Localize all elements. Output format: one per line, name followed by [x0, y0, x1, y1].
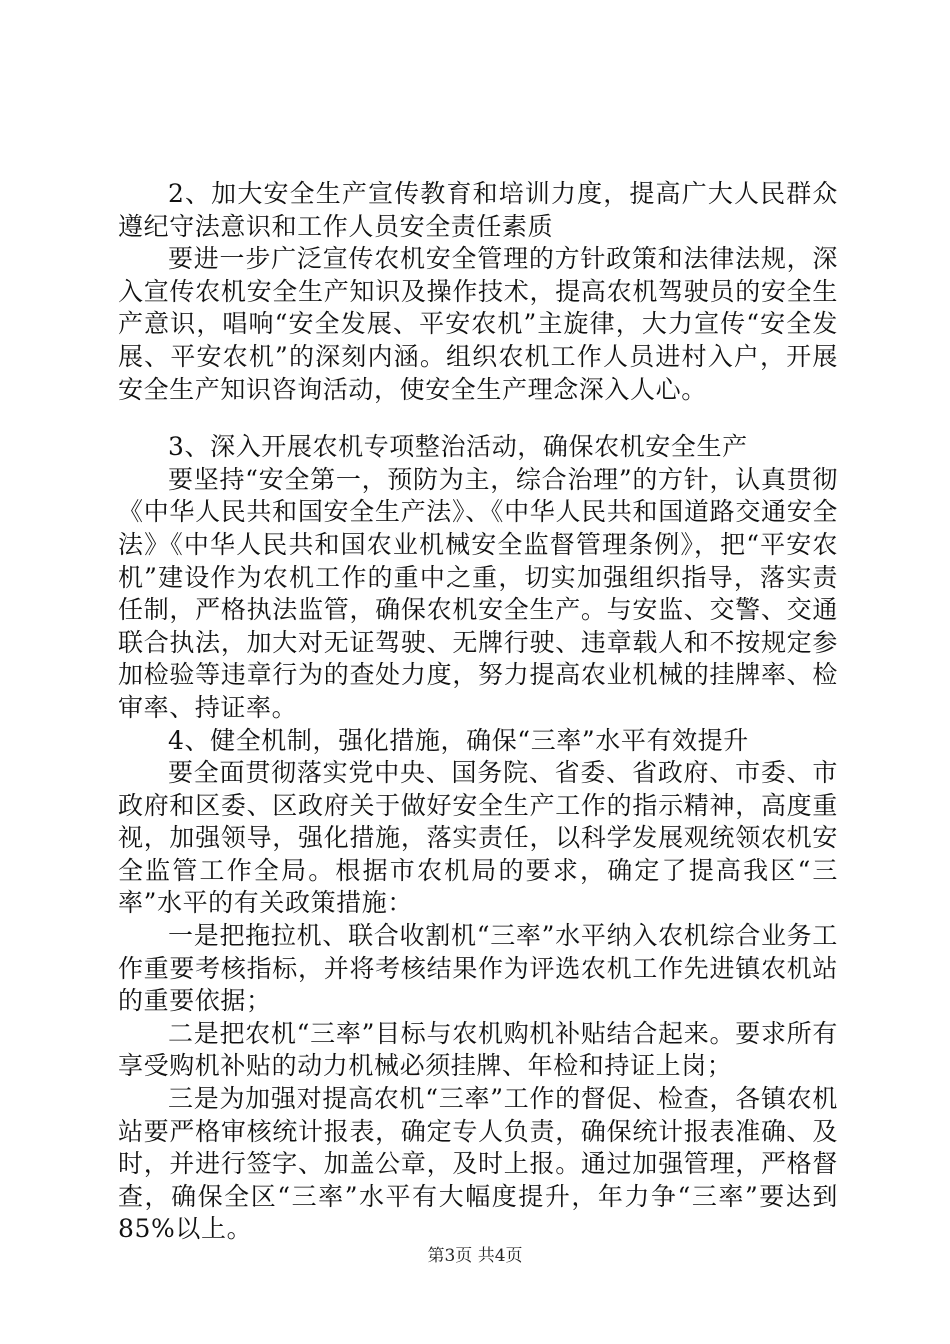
page-number-footer: 第3页 共4页	[427, 1246, 523, 1266]
paragraph-mechanism: 要全面贯彻落实党中央、国务院、省委、省政府、市委、市政府和区委、区政府关于做好安全生产工作的指示精神，高度重视，加强领导，强化措施，落实责任，以科学发展观统领农机安全监管工作全局。根据市农机局的要求，确定了提高我区“三率”水平的有关政策措施：	[118, 758, 838, 918]
paragraph-publicity: 要进一步广泛宣传农机安全管理的方针政策和法律法规，深入宣传农机安全生产知识及操作技术，提高农机驾驶员的安全生产意识，唱响“安全发展、平安农机”主旋律，大力宣传“安全发展、平安农机”的深刻内涵。组织农机工作人员进村入户，开展安全生产知识咨询活动，使安全生产理念深入人心。	[118, 244, 838, 404]
paragraph-rectification: 要坚持“安全第一，预防为主，综合治理”的方针，认真贯彻《中华人民共和国安全生产法》、《中华人民共和国道路交通安全法》《中华人民共和国农业机械安全监督管理条例》，把“平安农机”建设作为农机工作的重中之重，切实加强组织指导，落实责任制，严格执法监管，确保农机安全生产。与安监、交警、交通联合执法，加大对无证驾驶、无牌行驶、违章载人和不按规定参加检验等违章行为的查处力度，努力提高农业机械的挂牌率、检审率、持证率。	[118, 464, 838, 722]
document-body	[118, 178, 838, 1246]
heading-item-2: 2、加大安全生产宣传教育和培训力度，提高广大人民群众遵纪守法意识和工作人员安全责任素质	[118, 179, 838, 241]
heading-item-3: 3、深入开展农机专项整治活动，确保农机安全生产	[168, 432, 748, 462]
paragraph-measure-3: 三是为加强对提高农机“三率”工作的督促、检查，各镇农机站要严格审核统计报表，确定专人负责，确保统计报表准确、及时，并进行签字、加盖公章，及时上报。通过加强管理，严格督查，确保全区“三率”水平有大幅度提升，年力争“三率”要达到85%以上。	[118, 1084, 838, 1244]
paragraph-measure-1: 一是把拖拉机、联合收割机“三率”水平纳入农机综合业务工作重要考核指标，并将考核结果作为评选农机工作先进镇农机站的重要依据；	[118, 921, 838, 1016]
heading-item-4: 4、健全机制，强化措施，确保“三率”水平有效提升	[168, 725, 749, 755]
paragraph-measure-2: 二是把农机“三率”目标与农机购机补贴结合起来。要求所有享受购机补贴的动力机械必须挂牌、年检和持证上岗；	[118, 1018, 838, 1081]
